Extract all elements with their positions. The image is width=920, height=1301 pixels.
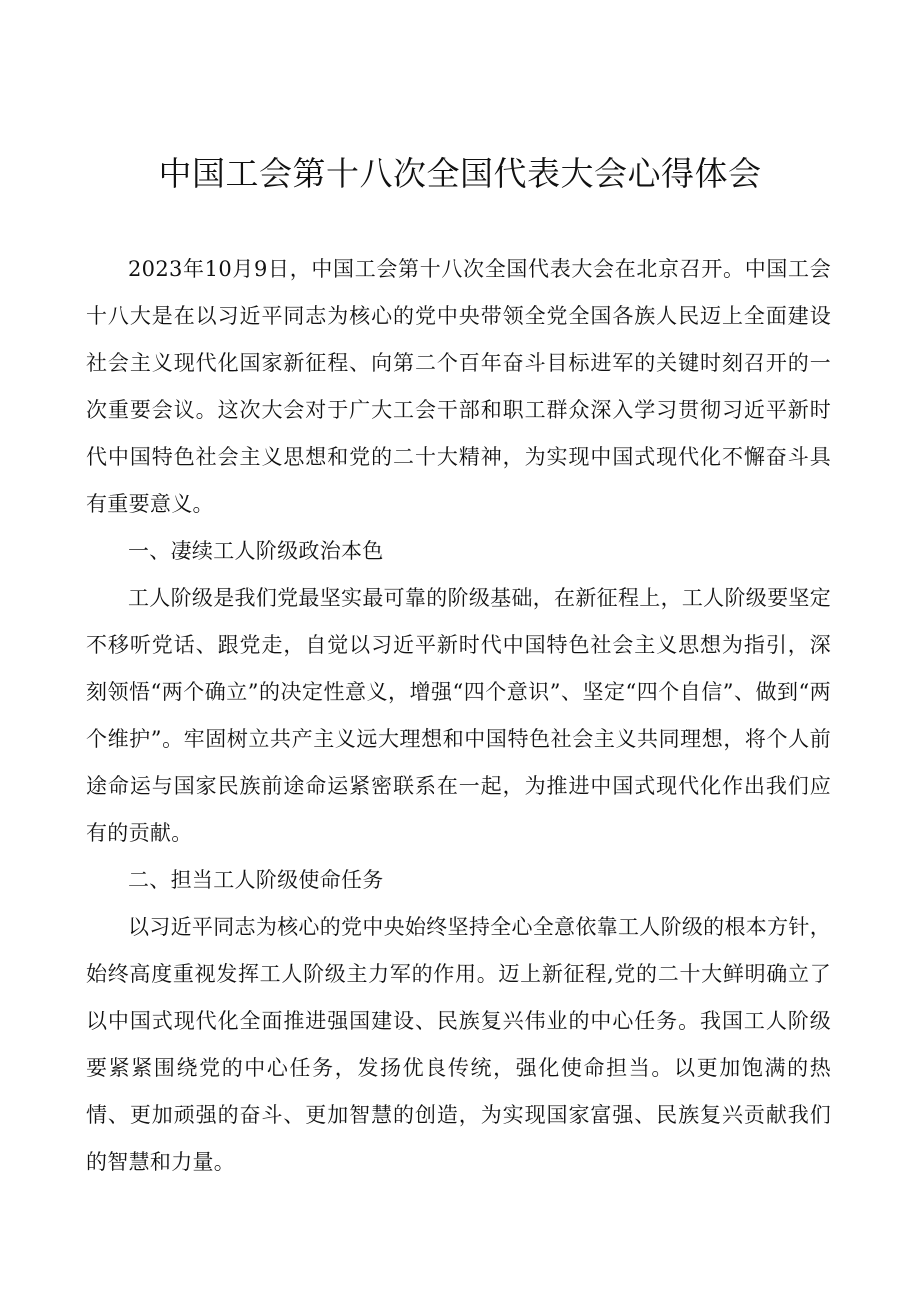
- section-2-heading: 二、担当工人阶级使命任务: [128, 868, 384, 892]
- section-2-paragraph: 以习近平同志为核心的党中央始终坚持全心全意依靠工人阶级的根本方针，始终高度重视发挥工人阶级主力军的作用。迈上新征程,党的二十大鲜明确立了以中国式现代化全面推进强国建设、民族复兴伟业的中心任务。我国工人阶级要紧紧围绕党的中心任务，发扬优良传统，强化使命担当。以更加饱满的热情、更加顽强的奋斗、更加智慧的创造，为实现国家富强、民族复兴贡献我们的智慧和力量。: [86, 915, 831, 1174]
- section-1-paragraph: 工人阶级是我们党最坚实最可靠的阶级基础，在新征程上，工人阶级要坚定不移听党话、跟党走，自觉以习近平新时代中国特色社会主义思想为指引，深刻领悟“两个确立”的决定性意义，增强“四个意识”、坚定“四个自信”、做到“两个维护”。牢固树立共产主义远大理想和中国特色社会主义共同理想，将个人前途命运与国家民族前途命运紧密联系在一起，为推进中国式现代化作出我们应有的贡献。: [86, 586, 831, 845]
- intro-paragraph: 2023年10月9日，中国工会第十八次全国代表大会在北京召开。中国工会十八大是在以习近平同志为核心的党中央带领全党全国各族人民迈上全面建设社会主义现代化国家新征程、向第二个百年奋斗目标进军的关键时刻召开的一次重要会议。这次大会对于广大工会干部和职工群众深入学习贯彻习近平新时代中国特色社会主义思想和党的二十大精神，为实现中国式现代化不懈奋斗具有重要意义。: [86, 257, 831, 516]
- document-body: [86, 246, 831, 1186]
- document-title: 中国工会第十八次全国代表大会心得体会: [158, 154, 762, 193]
- section-1-heading: 一、凄续工人阶级政治本色: [128, 539, 384, 563]
